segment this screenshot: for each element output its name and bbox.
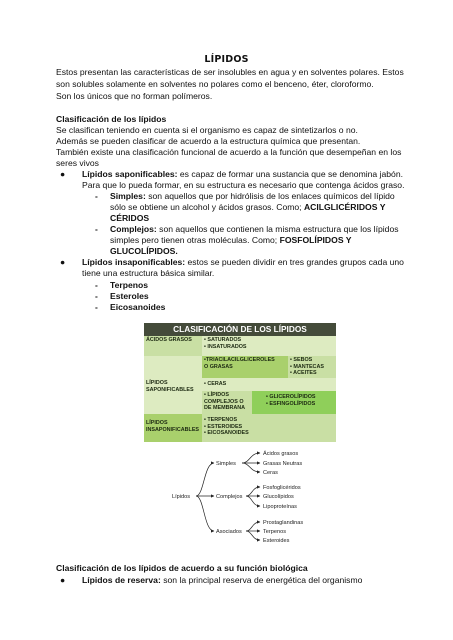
tree-leaf: Prostaglandinas <box>263 520 304 526</box>
simples-line-1 <box>110 191 395 202</box>
complejos-label: Complejos: <box>110 224 157 234</box>
section-line-4: seres vivos <box>56 158 99 168</box>
row-acidos-label <box>144 336 202 356</box>
complejos-text-2: simples pero tienen otras moléculas. Como; <box>110 235 280 245</box>
glicero-cell <box>252 391 336 414</box>
cell-text: INSAPONIFICABLES <box>146 426 200 433</box>
cell-text: • ESFINGOLÍPIDOS <box>266 400 316 407</box>
cell-text: • EICOSANOIDES <box>204 430 249 437</box>
ceras-cell <box>202 378 336 391</box>
cell-text: O GRASAS <box>204 363 233 370</box>
tree-arrow <box>246 487 260 496</box>
reserva-label: Lípidos de reserva: <box>82 575 161 585</box>
saponificables-label: Lípidos saponificables: <box>82 169 178 179</box>
cell-text: • INSATURADOS <box>204 343 247 350</box>
simples-text-2: sólo se obtiene un alcohol y ácidos grasos. Como; <box>110 202 304 212</box>
tree-arrow <box>196 496 214 531</box>
section-heading: Clasificación de los lípidos <box>56 114 167 124</box>
bullet-dot: ● <box>60 257 66 267</box>
list-item: Esteroles <box>110 291 149 301</box>
cell-text: DE MEMBRANA <box>204 405 246 412</box>
list-item: Eicosanoides <box>110 302 166 312</box>
tree-node-simples: Simples <box>216 461 236 467</box>
intro-line-3: Son los únicos que no forman polímeros. <box>56 91 213 101</box>
cell-text: • ESTEROIDES <box>204 423 243 430</box>
dash-marker: - <box>95 224 98 234</box>
cell-text: • SATURADOS <box>204 337 242 343</box>
insaponificables-label: Lípidos insaponificables: <box>82 257 186 267</box>
intro-line-2: son solubles solamente en solventes no polares como el benceno, éter, cloroformo. <box>56 79 374 89</box>
cell-text: COMPLEJOS O <box>204 398 244 405</box>
table-header: CLASIFICACIÓN DE LOS LÍPIDOS <box>144 323 336 336</box>
section-line-2: Además se pueden clasificar de acuerdo a la estructura química que presentan. <box>56 136 361 146</box>
tree-leaf: Ácidos grasos <box>263 451 299 457</box>
lipids-tree-diagram <box>160 446 320 548</box>
insaponificables-text: estos se pueden dividir en tres grandes grupos cada uno <box>185 257 404 267</box>
tree-arrow <box>246 496 260 506</box>
complejos-text: son aquellos que contienen la misma estructura que los lípidos <box>156 224 399 234</box>
dash-marker: - <box>95 191 98 201</box>
intro-line-1: Estos presentan las características de ser insolubles en agua y en solventes polares. Estos <box>56 67 404 77</box>
tree-leaf: Esteroides <box>263 538 290 544</box>
reserva-line <box>82 575 362 586</box>
sapon-text: LÍPIDOS SAPONIFICABLES <box>146 380 194 393</box>
saponificables-text: es capaz de formar una sustancia que se denomina jabón. <box>177 169 404 179</box>
dash-marker: - <box>95 280 98 290</box>
cell-text: • SEBOS <box>290 357 313 363</box>
complejos-line-1 <box>110 224 399 235</box>
simples-line-3: CÉRIDOS <box>110 213 150 223</box>
cell-text: • GLICEROLÍPIDOS <box>266 394 316 400</box>
cell-text: • CERAS <box>204 381 227 387</box>
saponificables-line-1 <box>82 169 403 180</box>
tree-arrow <box>246 531 260 540</box>
bullet-dot: ● <box>60 575 66 585</box>
cell-text: • LÍPIDOS <box>204 392 229 398</box>
row-insap-items <box>202 414 336 442</box>
row-acidos-items <box>202 336 336 356</box>
simples-line-2 <box>110 202 385 213</box>
simples-label: Simples: <box>110 191 146 201</box>
reserva-text: son la principal reserva de energética del organismo <box>160 575 363 585</box>
classification-table <box>144 323 336 442</box>
tree-leaf: Lipoproteínas <box>263 504 297 510</box>
complejos-line-3: GLUCOLÍPIDOS. <box>110 246 178 256</box>
tree-arrow <box>242 453 260 463</box>
acidos-text: ÁCIDOS GRASOS <box>146 337 192 343</box>
tree-leaf: Terpenos <box>263 529 287 535</box>
tree-node-asociados: Asociados <box>216 529 242 535</box>
list-item: Terpenos <box>110 280 149 290</box>
section-line-1: Se clasifican teniendo en cuenta si el organismo es capaz de sintetizarlos o no. <box>56 125 358 135</box>
insaponificables-line-1 <box>82 257 404 268</box>
tree-arrow <box>242 463 260 472</box>
dash-marker: - <box>95 302 98 312</box>
tree-arrow <box>246 522 260 531</box>
complejos-cell <box>202 391 252 414</box>
tree-arrow <box>196 463 214 496</box>
cell-text: • TERPENOS <box>204 417 238 423</box>
page-title: LÍPIDOS <box>204 54 249 65</box>
tree-root: Lípidos <box>172 494 191 500</box>
insaponificables-line-2: tiene una estructura básica similar. <box>82 268 215 278</box>
simples-bold: ACILGLICÉRIDOS Y <box>303 202 386 212</box>
tree-leaf: Fosfoglicéridos <box>263 485 301 491</box>
section-heading-2: Clasificación de los lípidos de acuerdo a su función biológica <box>56 563 308 573</box>
complejos-bold: FOSFOLÍPIDOS Y <box>279 235 352 245</box>
dash-marker: - <box>95 291 98 301</box>
cell-text: LÍPIDOS <box>146 420 168 426</box>
sebos-cell <box>288 356 336 378</box>
cell-text: •TRIACILACILGLICEROLES <box>204 357 275 363</box>
triacil-cell <box>202 356 288 378</box>
tree-node-complejos: Complejos <box>216 494 243 500</box>
simples-text: son aquellos que por hidrólisis de los enlaces químicos del lípido <box>145 191 395 201</box>
complejos-line-2 <box>110 235 352 246</box>
saponificables-line-2: Para que lo pueda formar, en su estructura es necesario que contenga ácidos graso. <box>82 180 405 190</box>
bullet-dot: ● <box>60 169 66 179</box>
row-sapon-label <box>144 356 202 414</box>
cell-text: • ACEITES <box>290 370 317 377</box>
cell-text: • MANTECAS <box>290 363 324 370</box>
row-insap-label <box>144 414 202 442</box>
tree-leaf: Grasas Neutras <box>263 461 303 467</box>
section-line-3: También existe una clasificación funcional de acuerdo a la función que desempeñan en los <box>56 147 402 157</box>
tree-leaf: Ceras <box>263 470 278 476</box>
tree-leaf: Glucolípidos <box>263 494 294 500</box>
